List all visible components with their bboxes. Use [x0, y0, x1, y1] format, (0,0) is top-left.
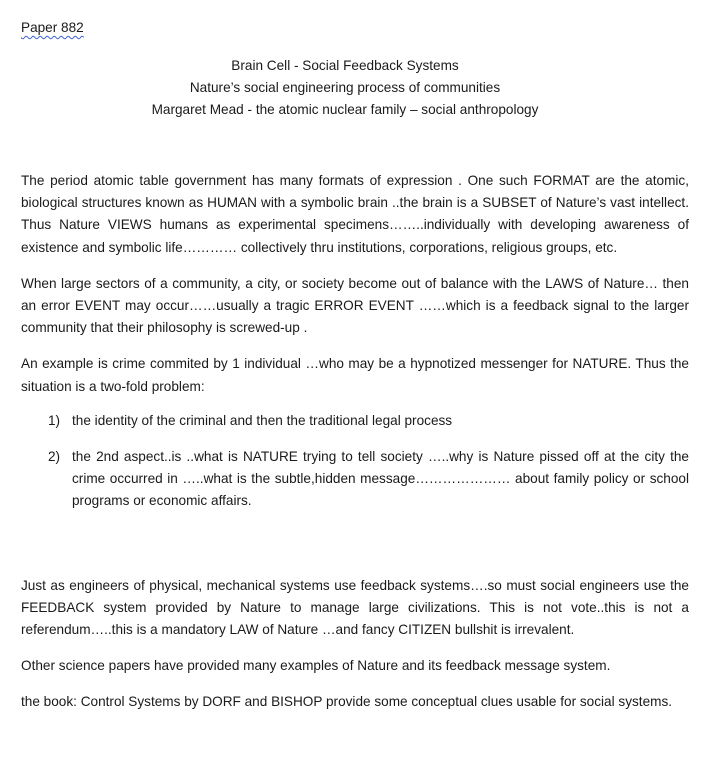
title-line-2: Nature’s social engineering process of communities: [189, 80, 501, 95]
paragraph-5: Other science papers have provided many examples of Nature and its feedback message system.: [21, 658, 611, 674]
paragraph-4: Just as engineers of physical, mechanical systems use feedback systems….so must social engineers use the FEEDBACK system provided by Nature to manage large civilizations. This is not vote..this is not a referendum…..this is a mandatory LAW of Nature …and fancy CITIZEN bullshit is irrevalent.: [21, 577, 689, 638]
paper-id: Paper 882: [21, 20, 84, 35]
list-number: 2): [48, 449, 61, 465]
list-text: the 2nd aspect..is ..what is NATURE trying to tell society …..why is Nature pissed off at the city the crime occurred in …..what is the subtle,hidden message………………… about family policy or school programs or economic affairs.: [72, 449, 689, 509]
list-text: the identity of the criminal and then the traditional legal process: [72, 412, 453, 428]
paragraph-3: An example is crime commited by 1 individual …who may be a hypnotized messenger for NATURE. Thus the situation is a two-fold problem:: [21, 356, 689, 394]
title-line-1: Brain Cell - Social Feedback Systems: [231, 58, 459, 73]
paragraph-2: When large sectors of a community, a city, or society become out of balance with the LAWS of Nature… then an error EVENT may occur……usually a tragic ERROR EVENT ……which is a feedback signal to the larger community that their philosophy is screwed-up .: [21, 275, 689, 336]
document-body: [21, 170, 689, 714]
list-item: [21, 446, 689, 513]
title-line-3: Margaret Mead - the atomic nuclear family – social anthropology: [151, 102, 539, 117]
title-block: [0, 55, 690, 121]
paragraph-6: the book: Control Systems by DORF and BISHOP provide some conceptual clues usable for social systems.: [21, 694, 673, 710]
paragraph-1: The period atomic table government has many formats of expression . One such FORMAT are the atomic, biological structures known as HUMAN with a symbolic brain ..the brain is a SUBSET of Nature’s vast intellect. Thus Nature VIEWS humans as experimental specimens……..individually with developing awareness of existence and symbolic life………… collectively thru institutions, corporations, religious groups, etc.: [21, 173, 689, 255]
spacer: [21, 527, 689, 575]
list-item: [21, 410, 689, 432]
list-number: 1): [48, 412, 61, 428]
numbered-list: [21, 410, 689, 513]
